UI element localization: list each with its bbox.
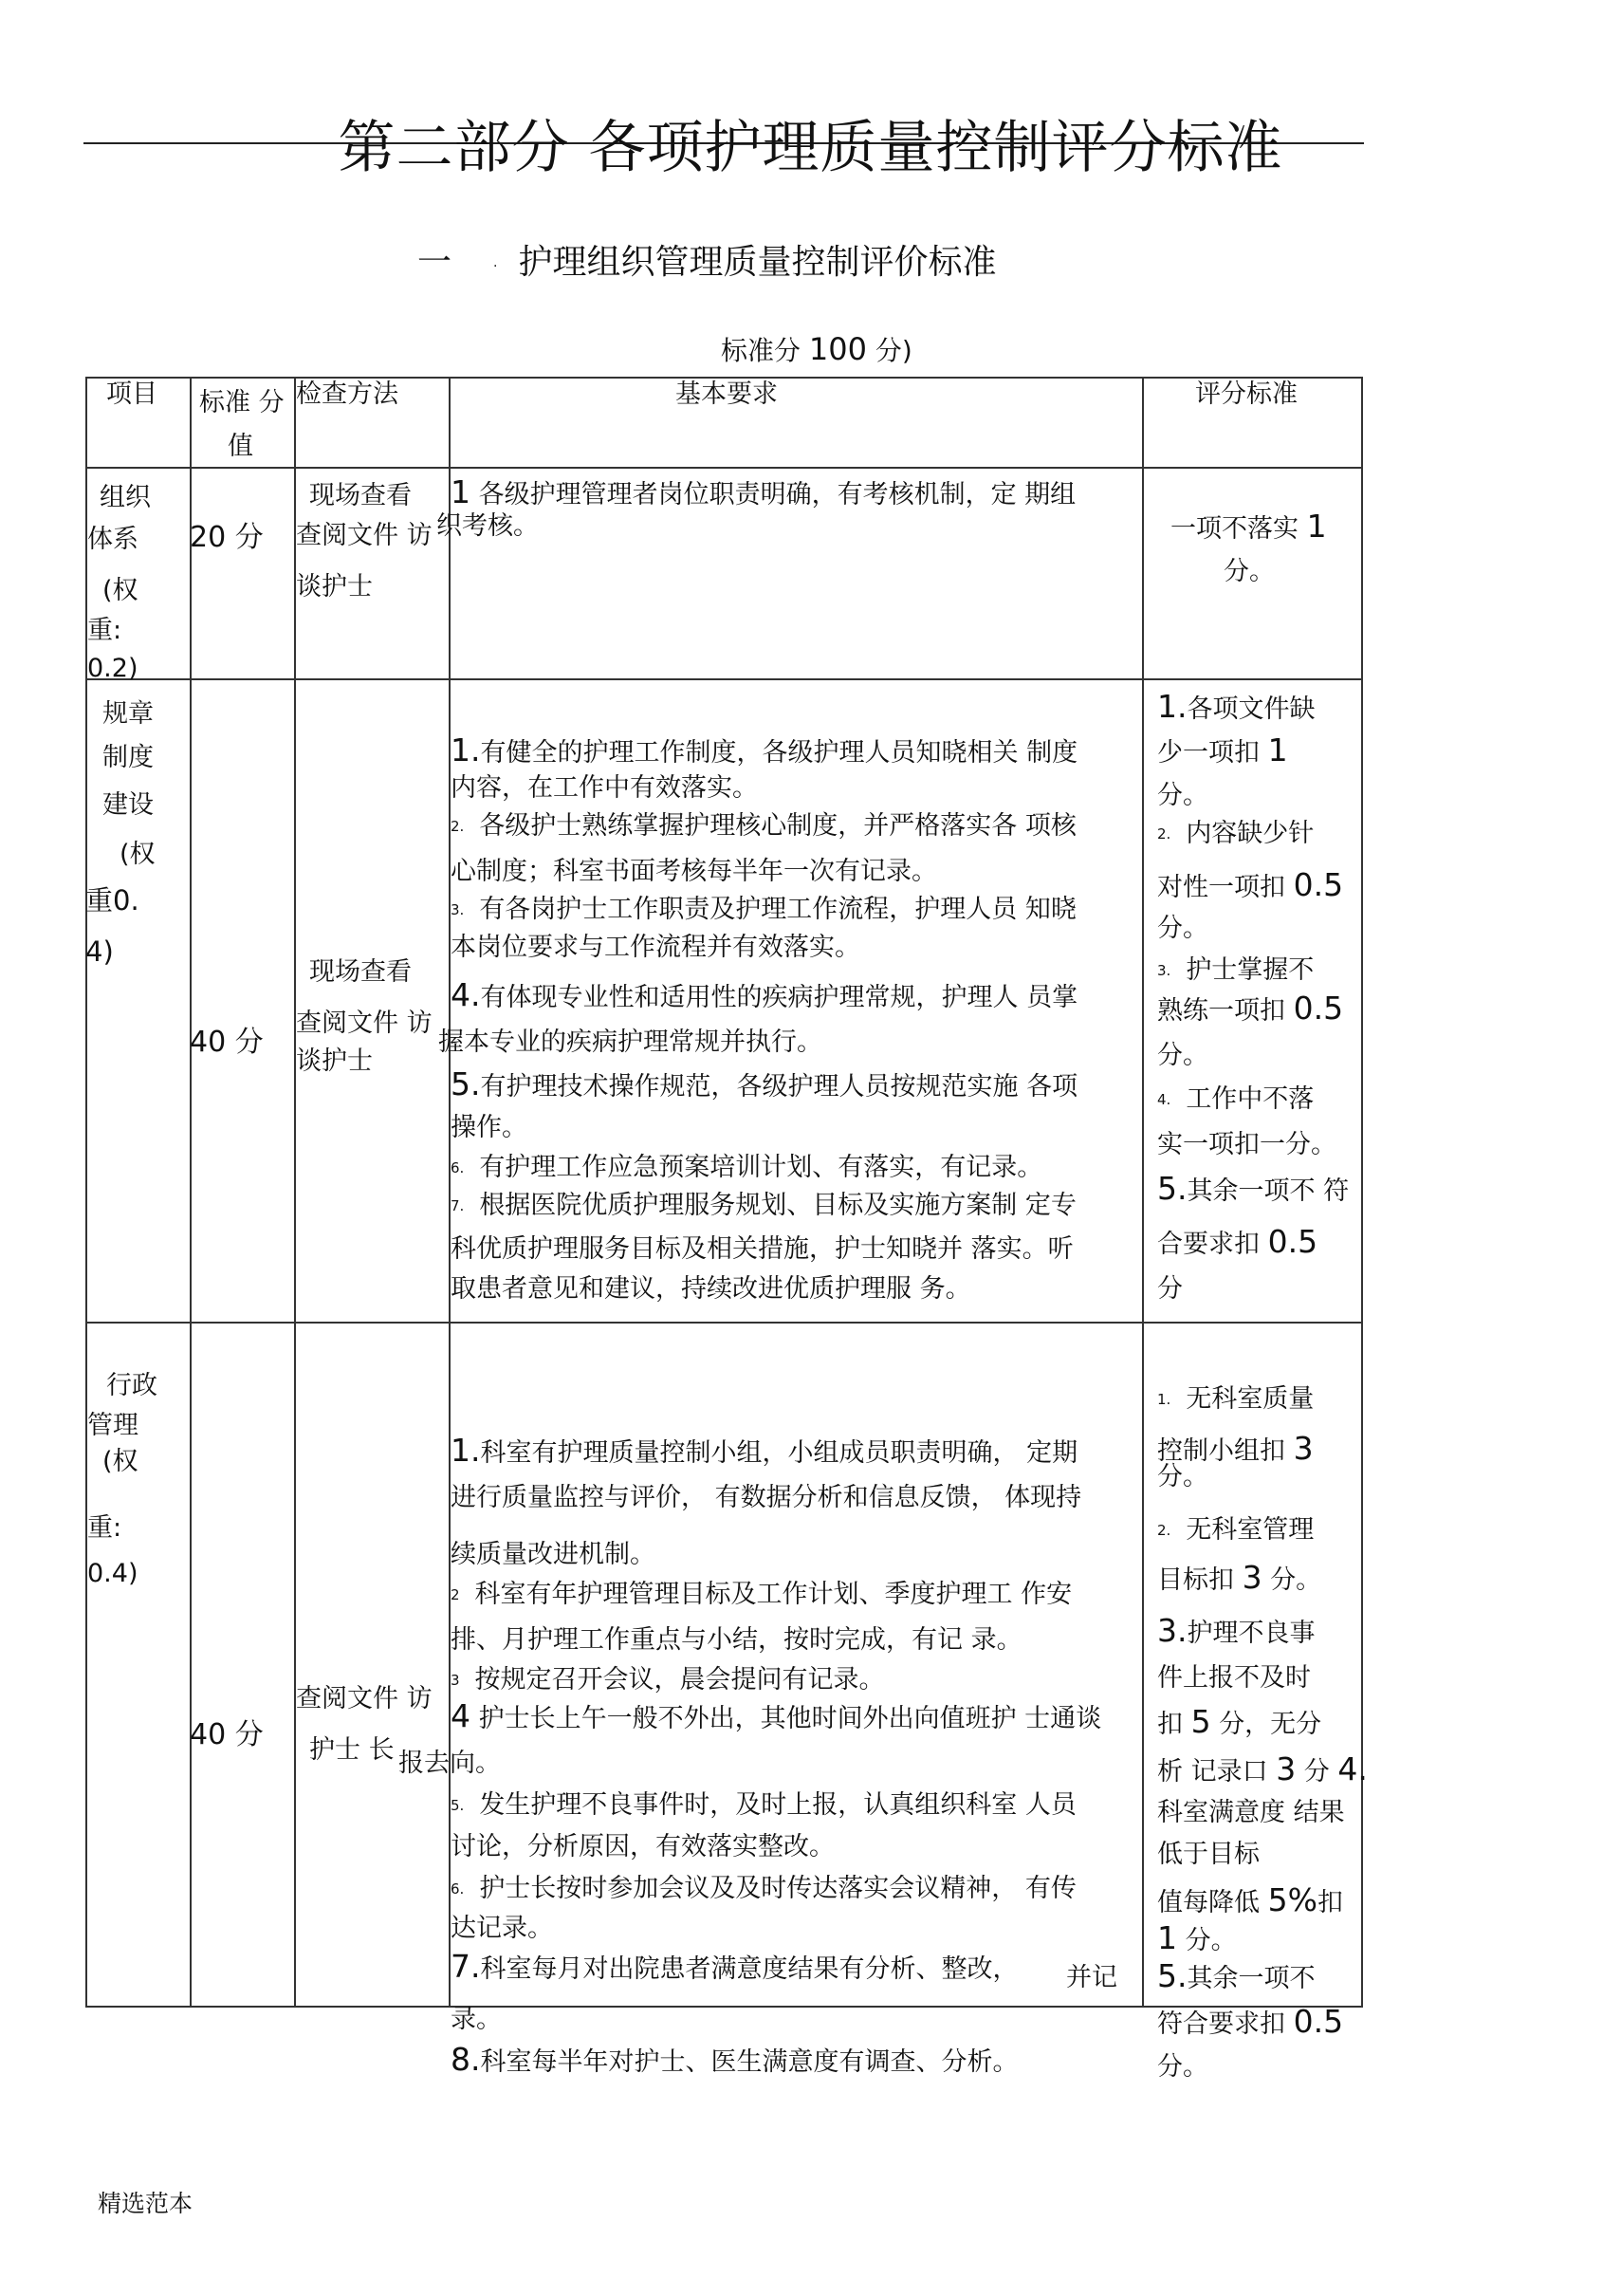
table-col-divider	[294, 377, 296, 2008]
requirement-line: 4 护士长上午一般不外出，其他时间外出向值班护 士通谈	[451, 1697, 1102, 1734]
requirement-line: $^{6.}$ 护士长按时参加会议及及时传达落实会议精神， 有传	[451, 1874, 1077, 1903]
standard-score: 标准分 100 分)	[721, 331, 912, 367]
criteria-line: $^{2.}$ 内容缺少针	[1157, 819, 1315, 848]
requirement-line: 1.科室有护理质量控制小组，小组成员职责明确， 定期	[451, 1432, 1078, 1469]
criteria-line: 3.护理不良事	[1157, 1612, 1316, 1649]
requirement-line: $^2$ 科室有年护理管理目标及工作计划、季度护理工 作安	[451, 1580, 1073, 1609]
requirement-line: 8.科室每半年对护士、医生满意度有调查、分析。	[451, 2041, 1019, 2078]
section-number: 一	[417, 243, 452, 282]
criteria-line: $^{1.}$ 无科室质量	[1157, 1384, 1315, 1414]
requirement-line: $^{3.}$ 有各岗护士工作职责及护理工作流程，护理人员 知晓	[451, 895, 1077, 924]
header-cell-score: 标准 分	[199, 388, 285, 417]
page-title: 第二部分 各项护理质量控制评分标准	[338, 115, 1283, 181]
criteria-line: $^{2.}$ 无科室管理	[1157, 1515, 1315, 1545]
score-value: 20 分	[190, 521, 264, 554]
requirement-line: 7.科室每月对出院患者满意度结果有分析、整改，	[451, 1948, 1019, 1985]
section-title-text: 护理组织管理质量控制评价标准	[518, 243, 997, 282]
criteria-text: 一项不落实 1	[1170, 508, 1327, 545]
requirement-line: 1.有健全的护理工作制度，各级护理人员知晓相关 制度	[451, 731, 1078, 768]
table-col-divider	[190, 377, 192, 2008]
score-value: 40 分	[190, 1718, 264, 1751]
criteria-line: $^{4.}$ 工作中不落	[1157, 1084, 1315, 1114]
header-cell-item: 项目	[106, 380, 157, 409]
table-row-divider	[85, 678, 1363, 680]
header-cell-score-2: 值	[228, 432, 253, 461]
requirement-line: $^{2.}$ 各级护士熟练掌握护理核心制度，并严格落实各 项核	[451, 811, 1077, 841]
table-row-divider	[85, 467, 1363, 469]
requirement-line: $^{5.}$ 发生护理不良事件时，及时上报，认真组织科室 人员	[451, 1790, 1077, 1820]
criteria-line: 5.其余一项不 符	[1157, 1170, 1350, 1207]
requirement-line: 5.有护理技术操作规范，各级护理人员按规范实施 各项	[451, 1065, 1078, 1102]
table-row-divider	[85, 1322, 1363, 1324]
requirement-line: $^{7.}$ 根据医院优质护理服务规划、目标及实施方案制 定专	[451, 1191, 1077, 1220]
table-col-divider	[1142, 377, 1144, 2008]
section-title: 一 . 护理组织管理质量控制评价标准	[417, 243, 997, 282]
header-cell-requirements: 基本要求	[675, 380, 778, 409]
criteria-line: $^{3.}$ 护士掌握不	[1157, 955, 1315, 985]
footer-text: 精选范本	[98, 2190, 193, 2217]
header-cell-criteria: 评分标准	[1195, 380, 1298, 409]
criteria-line: 5.其余一项不	[1157, 1957, 1316, 1994]
criteria-line: 1.各项文件缺	[1157, 688, 1316, 725]
requirement-line: $^3$ 按规定召开会议，晨会提问有记录。	[451, 1665, 885, 1694]
requirement-line: 1 各级护理管理者岗位职责明确，有考核机制，定 期组	[451, 473, 1077, 510]
header-cell-method: 检查方法	[296, 380, 398, 409]
score-value: 40 分	[190, 1026, 264, 1059]
requirement-line: 织考核。	[436, 511, 539, 541]
requirement-line: $^{6.}$ 有护理工作应急预案培训计划、有落实，有记录。	[451, 1153, 1043, 1182]
requirement-line: 4.有体现专业性和适用性的疾病护理常规，护理人 员掌	[451, 976, 1078, 1013]
